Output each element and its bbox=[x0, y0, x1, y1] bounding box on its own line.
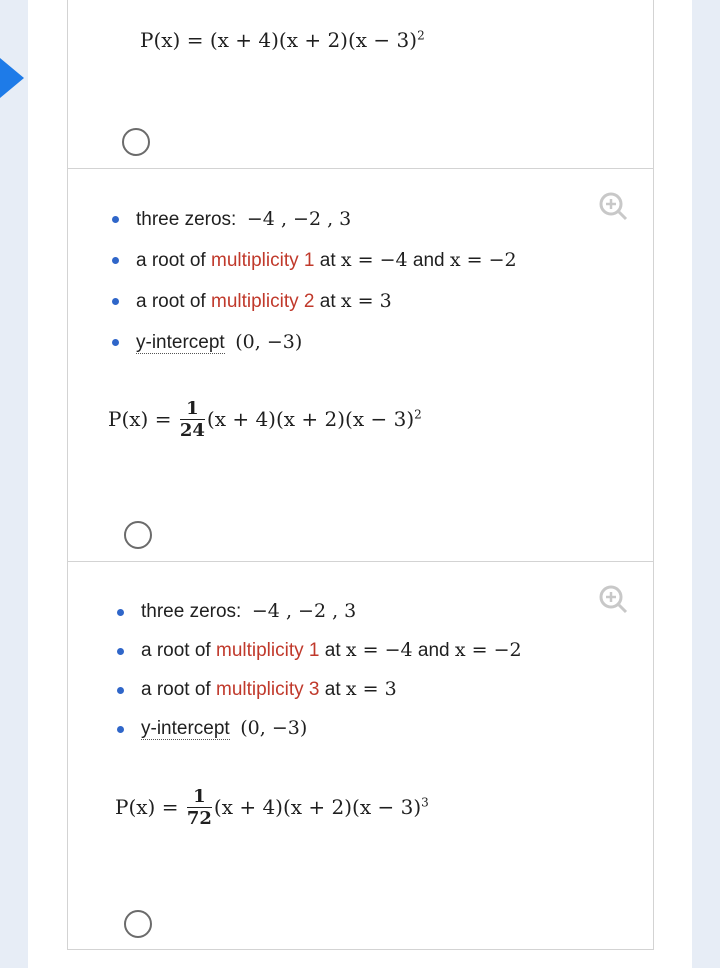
multiplicity-link[interactable]: multiplicity 2 bbox=[211, 291, 315, 312]
bullet-icon bbox=[112, 257, 119, 264]
list-item: three zeros: −4 , −2 , 3 bbox=[141, 592, 522, 631]
bullet-icon bbox=[112, 298, 119, 305]
bullet-icon bbox=[112, 216, 119, 223]
option-3-facts bbox=[141, 592, 522, 748]
multiplicity-link[interactable]: multiplicity 3 bbox=[216, 679, 320, 700]
option-3-formula: P(x) = $\frac{1}{72}$ $(x + 4)(x + 2)(x - 3)^3$ bbox=[115, 786, 429, 829]
bullet-icon bbox=[117, 726, 124, 733]
list-item: y-intercept (0, −3) bbox=[141, 709, 522, 748]
zoom-in-icon[interactable] bbox=[598, 191, 628, 221]
option-1-formula: $P(x) = (x + 4)(x + 2)(x - 3)^2$ bbox=[140, 28, 425, 52]
bullet-icon bbox=[117, 648, 124, 655]
answer-panel bbox=[28, 0, 692, 968]
background-right bbox=[690, 0, 720, 968]
list-item: y-intercept (0, −3) bbox=[136, 322, 517, 363]
answer-option-1 bbox=[67, 0, 654, 169]
y-intercept-term[interactable]: y-intercept bbox=[141, 718, 230, 739]
bullet-icon bbox=[117, 687, 124, 694]
y-intercept-term[interactable]: y-intercept bbox=[136, 332, 225, 353]
multiplicity-link[interactable]: multiplicity 1 bbox=[211, 250, 315, 271]
list-item: a root of multiplicity 1 at x = −4 and x = −2 bbox=[136, 240, 517, 281]
zoom-in-icon[interactable] bbox=[598, 584, 628, 614]
answer-option-2 bbox=[67, 169, 654, 562]
option-3-radio[interactable] bbox=[124, 910, 152, 938]
answer-option-3 bbox=[67, 562, 654, 950]
list-item: three zeros: −4 , −2 , 3 bbox=[136, 199, 517, 240]
list-item: a root of multiplicity 1 at x = −4 and x = −2 bbox=[141, 631, 522, 670]
bullet-icon bbox=[117, 609, 124, 616]
list-item: a root of multiplicity 3 at x = 3 bbox=[141, 670, 522, 709]
bullet-icon bbox=[112, 339, 119, 346]
option-1-radio[interactable] bbox=[122, 128, 150, 156]
list-item: a root of multiplicity 2 at x = 3 bbox=[136, 281, 517, 322]
option-2-radio[interactable] bbox=[124, 521, 152, 549]
option-2-formula: P(x) = $\frac{1}{24}$ $(x + 4)(x + 2)(x - 3)^2$ bbox=[108, 398, 422, 441]
multiplicity-link[interactable]: multiplicity 1 bbox=[216, 640, 320, 661]
chevron-right-icon[interactable] bbox=[0, 58, 24, 98]
option-2-facts bbox=[136, 199, 517, 363]
